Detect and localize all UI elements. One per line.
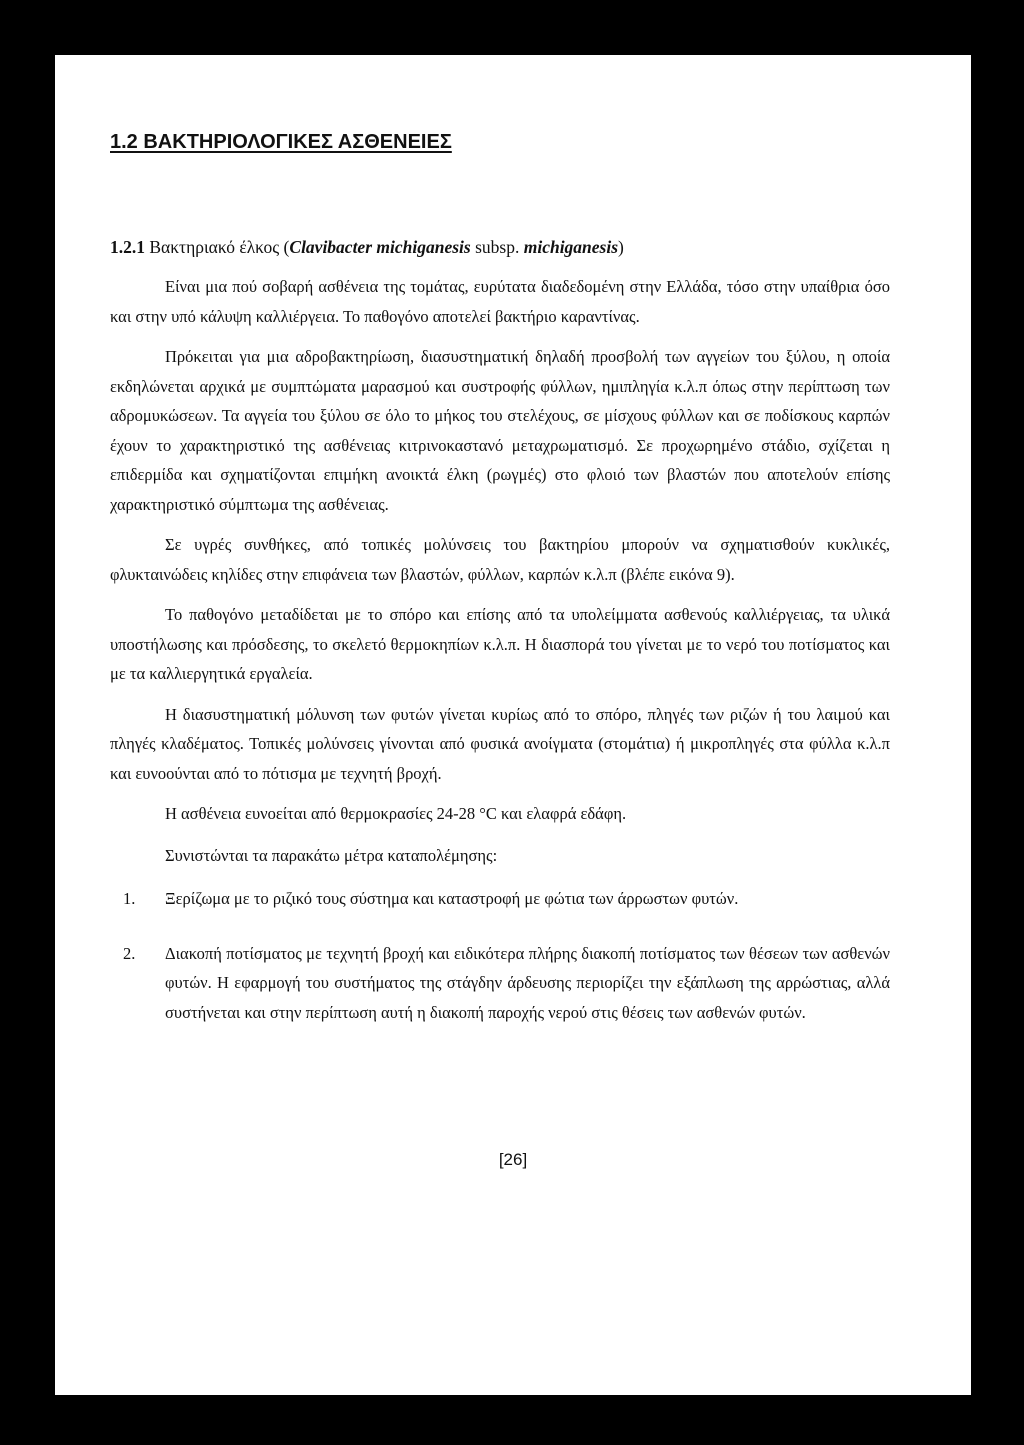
list-item-marker: 2. bbox=[123, 943, 136, 963]
subsection-title-suffix: ) bbox=[618, 237, 624, 257]
paragraph-measures-intro: Συνιστώνται τα παρακάτω μέτρα καταπολέμησης: bbox=[165, 845, 498, 865]
paragraph-symptoms: Πρόκειται για μια αδροβακτηρίωση, διασυστηματική δηλαδή προσβολή των αγγείων του ξύλου, η οποία εκδηλώνεται αρχικά με συμπτώματα μαρασμού και συστροφής φύλλων, ημιπληγία κ.λ.π όπως στην περίπτωση των αδρομυκώσεων. Τα αγγεία του ξύλου σε όλο το μήκος του στελέχους, σε μίσχους φύλλων και σε ποδίσκους καρπών έχουν το χαρακτηριστικό της ασθένειας κιτρινοκαστανό μεταχρωματισμό. Σε προχωρημένο στάδιο, σχίζεται η επιδερμίδα και σχηματίζονται επιμήκη ανοικτά έλκη (ρωγμές) στο φλοιό των βλαστών που αποτελούν επίσης χαρακτηριστικό σύμπτωμα της ασθένειας. bbox=[110, 347, 890, 514]
subsection-title-prefix: Βακτηριακό έλκος ( bbox=[149, 237, 290, 257]
document-page bbox=[55, 55, 971, 1395]
section-title: 1.2 ΒΑΚΤΗΡΙΟΛΟΓΙΚΕΣ ΑΣΘΕΝΕΙΕΣ bbox=[110, 131, 452, 153]
subsection-title-genus: Clavibacter michiganesis bbox=[289, 237, 471, 257]
paragraph-transmission: Το παθογόνο μεταδίδεται με το σπόρο και επίσης από τα υπολείμματα ασθενούς καλλιέργειας, τα υλικά υποστήλωσης και πρόσδεσης, το σκελετό θερμοκηπίων κ.λ.π. Η διασπορά του γίνεται με το νερό του ποτίσματος και με τα καλλιεργητικά εργαλεία. bbox=[110, 605, 890, 683]
list-item-text: Διακοπή ποτίσματος με τεχνητή βροχή και ειδικότερα πλήρης διακοπή ποτίσματος των θέσεων των ασθενών φυτών. Η εφαρμογή του συστήματος της στάγδην άρδευσης περιορίζει την εξάπλωση της αρρώστιας, αλλά συστήνεται και στην περίπτωση αυτή η διακοπή παροχής νερού στις θέσεις των ασθενών φυτών. bbox=[165, 943, 890, 1022]
paragraph-humid-conditions: Σε υγρές συνθήκες, από τοπικές μολύνσεις του βακτηρίου μπορούν να σχηματισθούν κυκλικές, φλυκταινώδεις κηλίδες στην επιφάνεια των βλαστών, φύλλων, καρπών κ.λ.π (βλέπε εικόνα 9). bbox=[110, 535, 890, 584]
list-item-marker: 1. bbox=[123, 889, 136, 908]
list-item-text: Ξερίζωμα με το ριζικό τους σύστημα και καταστροφή με φώτια των άρρωστων φυτών. bbox=[165, 889, 739, 908]
list-item bbox=[123, 939, 890, 1028]
paragraph-infection: Η διασυστηματική μόλυνση των φυτών γίνεται κυρίως από το σπόρο, πληγές των ριζών ή του λαιμού και πληγές κλαδέματος. Τοπικές μολύνσεις γίνονται από φυσικά ανοίγματα (στομάτια) ή μικροπληγές στα φύλλα κ.λ.π και ευνοούνται από το πότισμα με τεχνητή βροχή. bbox=[110, 704, 890, 783]
paragraph-intro: Είναι μια πού σοβαρή ασθένεια της τομάτας, ευρύτατα διαδεδομένη στην Ελλάδα, τόσο στην υπαίθρια όσο και στην υπό κάλυψη καλλιέργεια. Το παθογόνο αποτελεί βακτήριο καραντίνας. bbox=[110, 277, 890, 326]
subsection-number: 1.2.1 bbox=[110, 237, 145, 257]
list-item bbox=[123, 884, 890, 914]
control-measures-list bbox=[110, 884, 890, 1027]
body-text bbox=[110, 272, 890, 1052]
subsection-title-species: michiganesis bbox=[523, 237, 619, 257]
page-number: [26] bbox=[498, 1150, 528, 1169]
subsection-title bbox=[110, 233, 624, 263]
subsection-title-middle: subsp. bbox=[470, 237, 524, 257]
paragraph-conditions: Η ασθένεια ευνοείται από θερμοκρασίες 24-28 °C και ελαφρά εδάφη. bbox=[165, 804, 627, 823]
